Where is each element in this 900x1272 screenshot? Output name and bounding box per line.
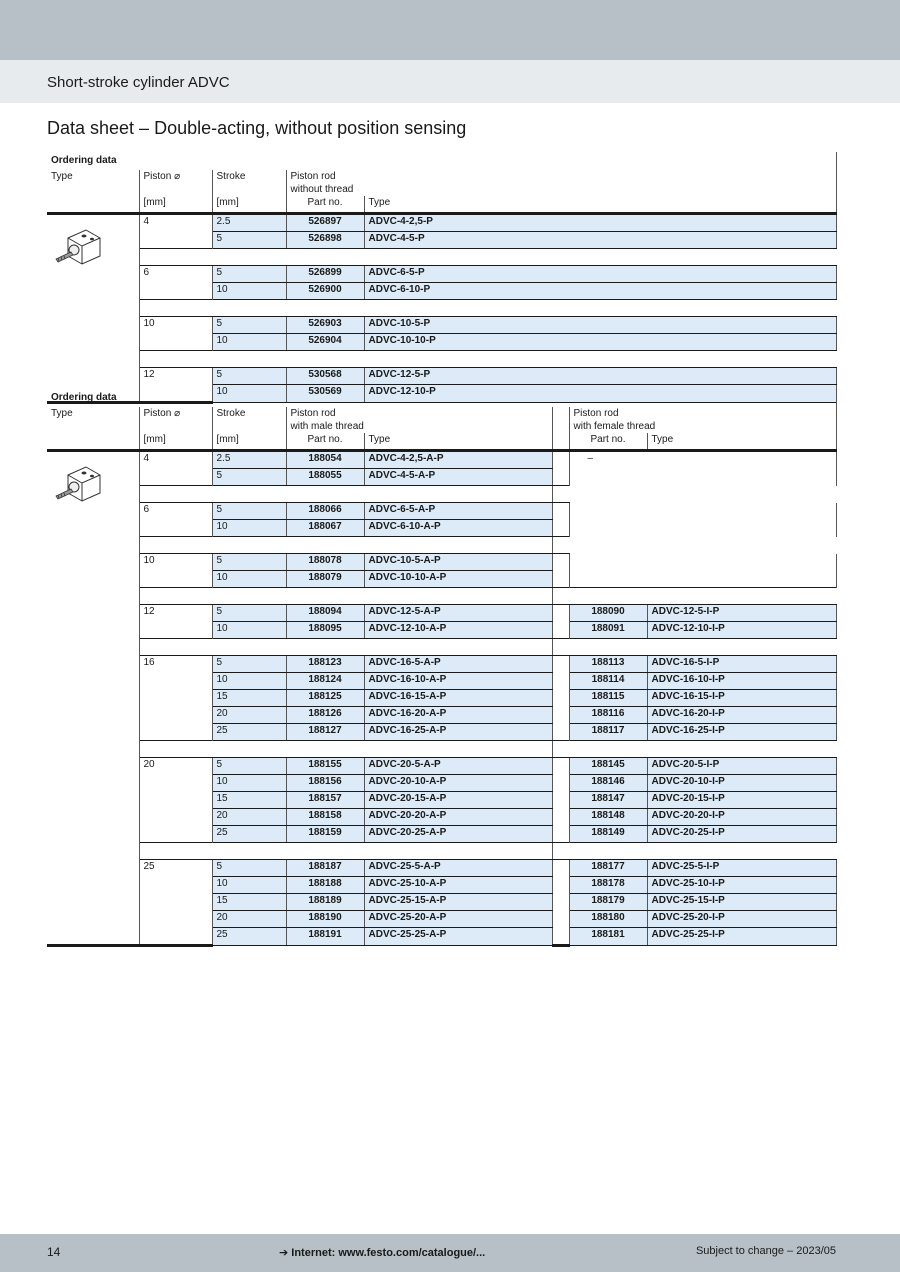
type-code-cell: ADVC-25-20-A-P xyxy=(364,911,552,928)
stroke-cell: 10 xyxy=(212,571,286,588)
type-image-cell xyxy=(47,334,139,351)
piston-cell: 12 xyxy=(139,368,212,385)
female-part-no-cell: 188091 xyxy=(569,622,647,639)
page-footer xyxy=(0,1234,900,1272)
stroke-cell: 25 xyxy=(212,724,286,741)
part-no-cell: 188095 xyxy=(286,622,364,639)
table-row xyxy=(47,894,836,911)
part-no-cell: 188067 xyxy=(286,520,364,537)
piston-cell xyxy=(139,894,212,911)
type-code-cell: ADVC-12-10-P xyxy=(364,385,836,403)
stroke-cell: 10 xyxy=(212,877,286,894)
stroke-cell: 10 xyxy=(212,283,286,300)
column-gap xyxy=(552,656,569,673)
group-spacer xyxy=(47,639,836,656)
stroke-cell: 20 xyxy=(212,911,286,928)
stroke-cell: 10 xyxy=(212,334,286,351)
piston-cell: 20 xyxy=(139,758,212,775)
part-no-cell: 188066 xyxy=(286,503,364,520)
part-no-cell: 188188 xyxy=(286,877,364,894)
table-row xyxy=(47,214,836,232)
female-part-no-cell: 188115 xyxy=(569,690,647,707)
female-empty-cell xyxy=(569,554,836,571)
header-male-rod xyxy=(286,407,552,433)
type-code-cell: ADVC-20-20-A-P xyxy=(364,809,552,826)
stroke-cell: 20 xyxy=(212,707,286,724)
part-no-cell: 188158 xyxy=(286,809,364,826)
piston-cell: 10 xyxy=(139,554,212,571)
stroke-cell: 15 xyxy=(212,894,286,911)
type-code-cell: ADVC-16-10-A-P xyxy=(364,673,552,690)
table-row xyxy=(47,605,836,622)
part-no-cell: 188123 xyxy=(286,656,364,673)
page-number: 14 xyxy=(47,1245,61,1259)
type-code-cell: ADVC-20-10-A-P xyxy=(364,775,552,792)
stroke-cell: 5 xyxy=(212,605,286,622)
column-gap xyxy=(552,690,569,707)
page-title: Data sheet – Double-acting, without position sensing xyxy=(47,118,467,138)
subject-to-change: Subject to change – 2023/05 xyxy=(695,1245,836,1257)
header-piston: Piston ⌀ xyxy=(139,170,212,196)
table-row xyxy=(47,758,836,775)
female-empty-cell xyxy=(569,503,836,520)
type-code-cell: ADVC-12-10-A-P xyxy=(364,622,552,639)
table-row xyxy=(47,554,836,571)
female-type-code-cell: ADVC-25-10-I-P xyxy=(647,877,836,894)
cylinder-pictogram-icon xyxy=(52,224,102,272)
table-row xyxy=(47,571,836,588)
stroke-cell: 5 xyxy=(212,554,286,571)
column-gap xyxy=(552,554,569,571)
table-row xyxy=(47,368,836,385)
part-no-cell: 188127 xyxy=(286,724,364,741)
type-image-cell xyxy=(47,622,139,639)
stroke-cell: 5 xyxy=(212,266,286,283)
type-image-cell xyxy=(47,673,139,690)
type-code-cell: ADVC-10-10-A-P xyxy=(364,571,552,588)
female-part-no-cell: 188117 xyxy=(569,724,647,741)
type-code-cell: ADVC-25-10-A-P xyxy=(364,877,552,894)
type-code-cell: ADVC-4-5-A-P xyxy=(364,469,552,486)
type-code-cell: ADVC-20-5-A-P xyxy=(364,758,552,775)
female-type-code-cell: ADVC-12-5-I-P xyxy=(647,605,836,622)
stroke-cell: 15 xyxy=(212,690,286,707)
column-gap xyxy=(552,469,569,486)
stroke-cell: 10 xyxy=(212,775,286,792)
female-type-code-cell: ADVC-12-10-I-P xyxy=(647,622,836,639)
piston-cell: 12 xyxy=(139,605,212,622)
piston-cell: 6 xyxy=(139,503,212,520)
column-gap xyxy=(552,724,569,741)
part-no-cell: 526900 xyxy=(286,283,364,300)
female-empty-cell xyxy=(569,571,836,588)
part-no-cell: 188055 xyxy=(286,469,364,486)
part-no-cell: 188156 xyxy=(286,775,364,792)
header-stroke-unit: [mm] xyxy=(212,433,286,451)
group-spacer xyxy=(47,588,836,605)
part-no-cell: 526903 xyxy=(286,317,364,334)
part-no-cell: 188190 xyxy=(286,911,364,928)
stroke-cell: 10 xyxy=(212,673,286,690)
female-type-code-cell: ADVC-25-5-I-P xyxy=(647,860,836,877)
female-part-no-cell: 188181 xyxy=(569,928,647,946)
group-spacer xyxy=(47,843,836,860)
type-image-cell xyxy=(47,877,139,894)
header-female-part-no: Part no. xyxy=(569,433,647,451)
stroke-cell: 5 xyxy=(212,758,286,775)
stroke-cell: 25 xyxy=(212,826,286,843)
type-image-cell xyxy=(47,911,139,928)
female-part-no-cell: 188114 xyxy=(569,673,647,690)
female-type-code-cell: ADVC-16-20-I-P xyxy=(647,707,836,724)
table-row xyxy=(47,877,836,894)
piston-cell xyxy=(139,690,212,707)
table-row xyxy=(47,656,836,673)
type-image-cell xyxy=(47,707,139,724)
piston-cell xyxy=(139,622,212,639)
column-gap xyxy=(552,860,569,877)
piston-cell: 25 xyxy=(139,860,212,877)
group-spacer xyxy=(47,741,836,758)
part-no-cell: 188054 xyxy=(286,451,364,469)
type-image-cell xyxy=(47,775,139,792)
part-no-cell: 188155 xyxy=(286,758,364,775)
table-row xyxy=(47,283,836,300)
type-code-cell: ADVC-4-2,5-P xyxy=(364,214,836,232)
column-gap xyxy=(552,605,569,622)
type-code-cell: ADVC-16-15-A-P xyxy=(364,690,552,707)
table-row xyxy=(47,673,836,690)
type-image-cell xyxy=(47,928,139,946)
stroke-cell: 5 xyxy=(212,503,286,520)
type-image-cell xyxy=(47,317,139,334)
piston-cell xyxy=(139,809,212,826)
female-part-no-cell: 188180 xyxy=(569,911,647,928)
part-no-cell: 526897 xyxy=(286,214,364,232)
part-no-cell: 188189 xyxy=(286,894,364,911)
ordering-data-table-no-thread xyxy=(47,152,836,404)
female-part-no-cell: 188090 xyxy=(569,605,647,622)
piston-cell: 10 xyxy=(139,317,212,334)
part-no-cell: 188079 xyxy=(286,571,364,588)
part-no-cell: 526904 xyxy=(286,334,364,351)
header-female-type: Type xyxy=(647,433,836,451)
female-part-no-cell: 188146 xyxy=(569,775,647,792)
type-code-cell: ADVC-16-20-A-P xyxy=(364,707,552,724)
table-row xyxy=(47,707,836,724)
piston-cell: 6 xyxy=(139,266,212,283)
table-row xyxy=(47,317,836,334)
piston-cell xyxy=(139,571,212,588)
table-row xyxy=(47,622,836,639)
type-code-cell: ADVC-12-5-P xyxy=(364,368,836,385)
stroke-cell: 20 xyxy=(212,809,286,826)
piston-cell xyxy=(139,673,212,690)
column-gap xyxy=(552,673,569,690)
column-gap xyxy=(552,928,569,946)
type-image-cell xyxy=(47,368,139,385)
header-male-line1: Piston rod xyxy=(290,408,336,419)
part-no-cell: 526899 xyxy=(286,266,364,283)
female-type-code-cell: ADVC-16-5-I-P xyxy=(647,656,836,673)
header-type-col: Type xyxy=(364,196,836,214)
type-code-cell: ADVC-4-5-P xyxy=(364,232,836,249)
female-part-no-cell: 188147 xyxy=(569,792,647,809)
stroke-cell: 2.5 xyxy=(212,214,286,232)
female-type-code-cell: ADVC-16-25-I-P xyxy=(647,724,836,741)
female-type-code-cell: ADVC-25-15-I-P xyxy=(647,894,836,911)
female-empty-cell xyxy=(569,469,836,486)
header-stroke-unit: [mm] xyxy=(212,196,286,214)
table-row xyxy=(47,826,836,843)
female-part-no-cell: 188116 xyxy=(569,707,647,724)
stroke-cell: 10 xyxy=(212,385,286,403)
column-gap xyxy=(552,451,569,469)
female-part-no-cell: 188113 xyxy=(569,656,647,673)
stroke-cell: 5 xyxy=(212,469,286,486)
column-gap xyxy=(552,894,569,911)
header-male-type: Type xyxy=(364,433,552,451)
part-no-cell: 530569 xyxy=(286,385,364,403)
internet-link[interactable]: ➔ Internet: www.festo.com/catalogue/... xyxy=(279,1247,486,1259)
piston-cell xyxy=(139,877,212,894)
table-row xyxy=(47,911,836,928)
piston-cell xyxy=(139,928,212,946)
type-image-cell xyxy=(47,758,139,775)
header-rod-line1: Piston rod xyxy=(290,171,336,182)
type-code-cell: ADVC-16-5-A-P xyxy=(364,656,552,673)
type-image-cell xyxy=(47,826,139,843)
type-code-cell: ADVC-10-10-P xyxy=(364,334,836,351)
table-row xyxy=(47,451,836,469)
type-code-cell: ADVC-10-5-P xyxy=(364,317,836,334)
type-code-cell: ADVC-20-25-A-P xyxy=(364,826,552,843)
female-empty-cell: – xyxy=(569,451,836,469)
type-image-cell xyxy=(47,656,139,673)
header-stroke: Stroke xyxy=(212,407,286,433)
group-spacer xyxy=(47,486,836,503)
stroke-cell: 5 xyxy=(212,317,286,334)
type-image-cell xyxy=(47,283,139,300)
piston-cell: 4 xyxy=(139,214,212,232)
header-piston-unit: [mm] xyxy=(139,196,212,214)
female-part-no-cell: 188149 xyxy=(569,826,647,843)
top-band xyxy=(0,0,900,60)
section-title: Short-stroke cylinder ADVC xyxy=(47,74,230,91)
column-gap xyxy=(552,775,569,792)
header-female-line1: Piston rod xyxy=(573,408,619,419)
header-type: Type xyxy=(47,170,139,196)
piston-cell xyxy=(139,520,212,537)
type-image-cell xyxy=(47,809,139,826)
type-code-cell: ADVC-4-2,5-A-P xyxy=(364,451,552,469)
stroke-cell: 10 xyxy=(212,622,286,639)
column-gap xyxy=(552,792,569,809)
female-type-code-cell: ADVC-20-25-I-P xyxy=(647,826,836,843)
header-male-line2: with male thread xyxy=(290,421,364,432)
column-gap xyxy=(552,622,569,639)
column-gap xyxy=(552,758,569,775)
piston-cell xyxy=(139,707,212,724)
table-row xyxy=(47,860,836,877)
female-type-code-cell: ADVC-20-10-I-P xyxy=(647,775,836,792)
type-image-cell xyxy=(47,724,139,741)
piston-cell xyxy=(139,724,212,741)
female-type-code-cell: ADVC-25-25-I-P xyxy=(647,928,836,946)
type-image-cell xyxy=(47,554,139,571)
stroke-cell: 5 xyxy=(212,656,286,673)
part-no-cell: 188187 xyxy=(286,860,364,877)
table-title: Ordering data xyxy=(47,152,836,170)
stroke-cell: 25 xyxy=(212,928,286,946)
type-code-cell: ADVC-20-15-A-P xyxy=(364,792,552,809)
type-image-cell xyxy=(47,605,139,622)
part-no-cell: 188094 xyxy=(286,605,364,622)
table-row xyxy=(47,232,836,249)
piston-cell xyxy=(139,911,212,928)
type-code-cell: ADVC-25-25-A-P xyxy=(364,928,552,946)
header-female-line2: with female thread xyxy=(573,421,656,432)
header-rod xyxy=(286,170,836,196)
female-part-no-cell: 188178 xyxy=(569,877,647,894)
female-part-no-cell: 188179 xyxy=(569,894,647,911)
column-gap xyxy=(552,877,569,894)
header-piston-unit: [mm] xyxy=(139,433,212,451)
part-no-cell: 526898 xyxy=(286,232,364,249)
type-image-cell xyxy=(47,792,139,809)
type-code-cell: ADVC-16-25-A-P xyxy=(364,724,552,741)
header-male-part-no: Part no. xyxy=(286,433,364,451)
piston-cell xyxy=(139,283,212,300)
table-row xyxy=(47,792,836,809)
type-image-cell xyxy=(47,571,139,588)
table-row xyxy=(47,469,836,486)
type-code-cell: ADVC-10-5-A-P xyxy=(364,554,552,571)
type-image-cell xyxy=(47,690,139,707)
female-part-no-cell: 188148 xyxy=(569,809,647,826)
type-image-cell xyxy=(47,894,139,911)
part-no-cell: 188159 xyxy=(286,826,364,843)
table-title: Ordering data xyxy=(47,389,836,407)
piston-cell xyxy=(139,775,212,792)
stroke-cell: 5 xyxy=(212,368,286,385)
female-part-no-cell: 188145 xyxy=(569,758,647,775)
female-type-code-cell: ADVC-20-5-I-P xyxy=(647,758,836,775)
type-code-cell: ADVC-12-5-A-P xyxy=(364,605,552,622)
header-part-no: Part no. xyxy=(286,196,364,214)
header-type: Type xyxy=(47,407,139,433)
ordering-data-table-threaded xyxy=(47,389,836,947)
female-type-code-cell: ADVC-16-15-I-P xyxy=(647,690,836,707)
female-part-no-cell: 188177 xyxy=(569,860,647,877)
type-code-cell: ADVC-6-5-P xyxy=(364,266,836,283)
part-no-cell: 188191 xyxy=(286,928,364,946)
table-row xyxy=(47,690,836,707)
column-gap xyxy=(552,503,569,520)
header-piston: Piston ⌀ xyxy=(139,407,212,433)
header-stroke: Stroke xyxy=(212,170,286,196)
piston-cell xyxy=(139,232,212,249)
table-row xyxy=(47,775,836,792)
type-code-cell: ADVC-6-5-A-P xyxy=(364,503,552,520)
column-gap xyxy=(552,826,569,843)
part-no-cell: 188157 xyxy=(286,792,364,809)
cylinder-pictogram-icon xyxy=(52,461,102,509)
type-image-cell xyxy=(47,520,139,537)
piston-cell xyxy=(139,826,212,843)
female-type-code-cell: ADVC-20-15-I-P xyxy=(647,792,836,809)
type-image-cell xyxy=(47,860,139,877)
type-code-cell: ADVC-25-5-A-P xyxy=(364,860,552,877)
column-gap xyxy=(552,571,569,588)
female-type-code-cell: ADVC-16-10-I-P xyxy=(647,673,836,690)
group-spacer xyxy=(47,300,836,317)
table-row xyxy=(47,809,836,826)
female-empty-cell xyxy=(569,520,836,537)
part-no-cell: 188078 xyxy=(286,554,364,571)
group-spacer xyxy=(47,537,836,554)
stroke-cell: 2.5 xyxy=(212,451,286,469)
part-no-cell: 188126 xyxy=(286,707,364,724)
section-title-bar xyxy=(0,60,900,103)
type-code-cell: ADVC-6-10-A-P xyxy=(364,520,552,537)
female-type-code-cell: ADVC-25-20-I-P xyxy=(647,911,836,928)
header-female-rod xyxy=(569,407,836,433)
column-gap xyxy=(552,911,569,928)
part-no-cell: 530568 xyxy=(286,368,364,385)
type-code-cell: ADVC-6-10-P xyxy=(364,283,836,300)
column-gap xyxy=(552,707,569,724)
stroke-cell: 5 xyxy=(212,860,286,877)
part-no-cell: 188125 xyxy=(286,690,364,707)
table-row xyxy=(47,520,836,537)
table-row xyxy=(47,928,836,946)
part-no-cell: 188124 xyxy=(286,673,364,690)
header-rod-line2: without thread xyxy=(290,184,354,195)
table-row xyxy=(47,724,836,741)
group-spacer xyxy=(47,351,836,368)
piston-cell: 16 xyxy=(139,656,212,673)
table-row xyxy=(47,266,836,283)
stroke-cell: 5 xyxy=(212,232,286,249)
column-gap xyxy=(552,520,569,537)
type-code-cell: ADVC-25-15-A-P xyxy=(364,894,552,911)
piston-cell: 4 xyxy=(139,451,212,469)
column-gap xyxy=(552,809,569,826)
piston-cell xyxy=(139,334,212,351)
piston-cell xyxy=(139,469,212,486)
piston-cell xyxy=(139,792,212,809)
stroke-cell: 10 xyxy=(212,520,286,537)
stroke-cell: 15 xyxy=(212,792,286,809)
group-spacer xyxy=(47,249,836,266)
female-type-code-cell: ADVC-20-20-I-P xyxy=(647,809,836,826)
table-row xyxy=(47,503,836,520)
table-row xyxy=(47,334,836,351)
